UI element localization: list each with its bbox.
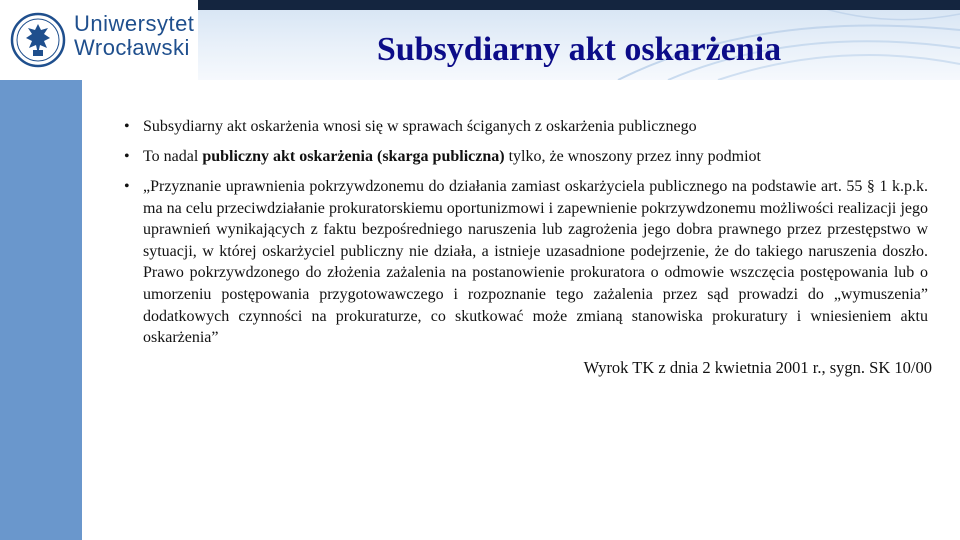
bullet-item-3 [122, 176, 928, 349]
slide-title: Subsydiarny akt oskarżenia [376, 31, 782, 68]
quote-text: „Przyznanie uprawnienia pokrzywdzonemu do działania zamiast oskarżyciela publicznego na podstawie art. 55 § 1 k.p.k. ma na celu przeciwdziałanie prokuratorskiemu oportunizmowi i zapewnienie pokrzywdzonemu możliwości realizacji jego uprawnień wynikających z faktu bezpośredniego naruszenia lub zagrożenia jego dobra prawnego przez przestępstwo w sytuacji, w której oskarżyciel publiczny nie działa, a istnieje uzasadnione podejrzenie, że do takiego naruszenia doszło. Prawo pokrzywdzonego do złożenia zażalenia na postanowienie prokuratora o odmowie wszczęcia postępowania lub o umorzeniu postępowania przygotowawczego i rozpoznanie tego zażalenia przez sąd prowadzi do „wymuszenia” dodatkowych czynności na prokuraturze, co skutkować może zmianą stanowiska prokuratury i wniesieniem aktu oskarżenia” [143, 178, 928, 347]
logo-line-2: Wrocławski [74, 35, 190, 60]
university-logo [0, 0, 198, 80]
citation: Wyrok TK z dnia 2 kwietnia 2001 r., sygn. SK 10/00 [583, 357, 932, 377]
bullet-dot: • [124, 148, 130, 165]
bullet-dot: • [124, 118, 130, 135]
bullet-text: Subsydiarny akt oskarżenia wnosi się w sprawach ściganych z oskarżenia publicznego [143, 118, 697, 135]
left-accent-bar [0, 0, 82, 540]
logo-wordmark [74, 12, 194, 60]
header-top-line [198, 0, 960, 10]
bullet-text-after: tylko, że wnoszony przez inny podmiot [504, 148, 761, 165]
bullet-dot: • [124, 178, 130, 195]
logo-line-1: Uniwersytet [74, 11, 195, 36]
bullet-text-bold: publiczny akt oskarżenia (skarga publiczna) [202, 148, 505, 165]
bullet-text-before: To nadal [143, 148, 203, 165]
university-crest-icon [10, 12, 66, 68]
bullet-text [143, 148, 761, 165]
bullet-item-2 [122, 146, 928, 168]
slide-content [122, 116, 932, 379]
bullet-item-1 [122, 116, 928, 138]
